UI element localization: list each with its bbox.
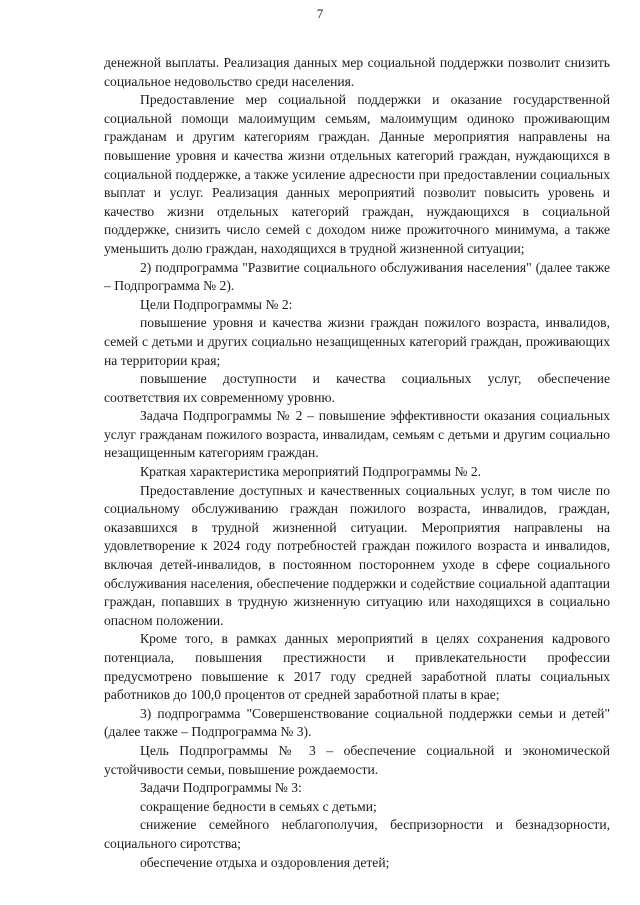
paragraph: Предоставление мер социальной поддержки и оказание государственной социальной помощи малоимущим семьям, малоимущим одиноко проживающим гражданам и другим категориям граждан. Данные мероприятия направлены на повышение уровня и качества жизни отдельных категорий граждан, нуждающихся в социальной поддержке, а также усиление адресности при предоставлении социальных выплат и услуг. Реализация данных мероприятий позволит повысить уровень и качество жизни отдельных категорий граждан, нуждающихся в социальной поддержке, снизить число семей с доходом ниже прожиточного минимума, а также уменьшить долю граждан, находящихся в трудной жизненной ситуации;: [104, 92, 610, 256]
paragraph: повышение доступности и качества социальных услуг, обеспечение соответствия их современному уровню.: [104, 371, 610, 405]
paragraph: снижение семейного неблагополучия, беспризорности и безнадзорности, социального сиротства;: [104, 817, 610, 851]
paragraph: повышение уровня и качества жизни граждан пожилого возраста, инвалидов, семей с детьми и других социально незащищенных категорий граждан, проживающих на территории края;: [104, 315, 610, 368]
paragraph: Цели Подпрограммы № 2:: [140, 296, 293, 312]
paragraph: обеспечение отдыха и оздоровления детей;: [140, 854, 390, 870]
paragraph: 2) подпрограмма "Развитие социального обслуживания населения" (далее также – Подпрограмма № 2).: [104, 259, 610, 294]
paragraph: Кроме того, в рамках данных мероприятий в целях сохранения кадрового потенциала, повышения престижности и привлекательности профессии предусмотрено повышение к 2017 году средней заработной платы социальных работников до 100,0 процентов от средней заработной платы в крае;: [104, 631, 610, 703]
paragraph: Предоставление доступных и качественных социальных услуг, в том числе по социальному обслуживанию граждан пожилого возраста, инвалидов, граждан, оказавшихся в трудной жизненной ситуации. Мероприятия направлены на удовлетворение к 2024 году потребностей граждан пожилого возраста и инвалидов, включая детей-инвалидов, в постоянном постороннем уходе в сфере социального обслуживания населения, обеспечение поддержки и содействие социальной адаптации граждан, попавших в трудную жизненную ситуацию или находящихся в социально опасном положении.: [104, 482, 610, 628]
paragraph: 3) подпрограмма "Совершенствование социальной поддержки семьи и детей" (далее также – Подпрограмма № 3).: [104, 705, 610, 740]
paragraph: Задачи Подпрограммы № 3:: [140, 780, 302, 796]
paragraph: сокращение бедности в семьях с детьми;: [140, 798, 377, 814]
paragraph: Задача Подпрограммы № 2 – повышение эффективности оказания социальных услуг гражданам пожилого возраста, инвалидам, семьям с детьми и другим социально незащищенным категориям граждан.: [104, 408, 610, 461]
paragraph: Краткая характеристика мероприятий Подпрограммы № 2.: [140, 464, 482, 480]
body-text: [104, 54, 610, 872]
paragraph: денежной выплаты. Реализация данных мер социальной поддержки позволит снизить социальное недовольство среди населения.: [104, 55, 610, 89]
page-number: 7: [316, 6, 324, 21]
paragraph: Цель Подпрограммы № 3 – обеспечение социальной и экономической устойчивости семьи, повышение рождаемости.: [104, 742, 610, 777]
